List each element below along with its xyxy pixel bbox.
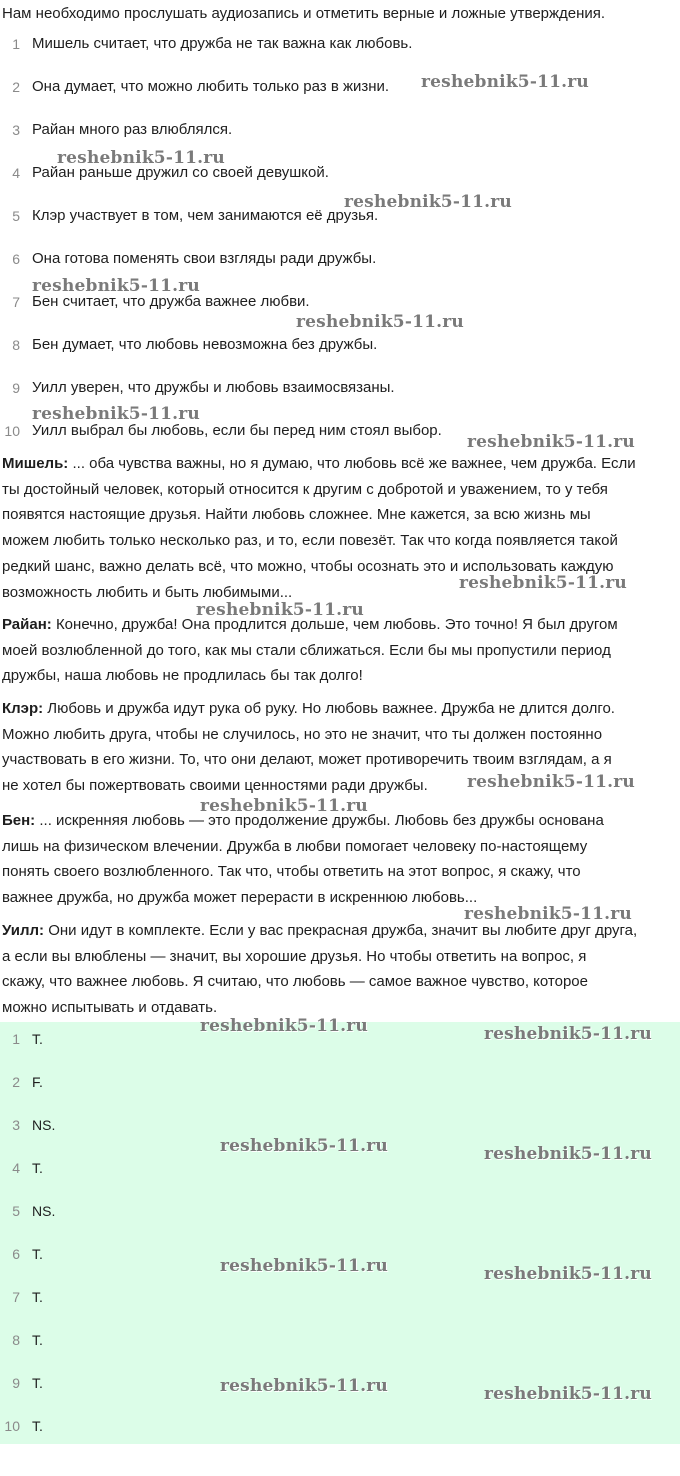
watermark: reshebnik5-11.ru	[220, 1136, 388, 1156]
transcript-line: ты достойный человек, который относится к другим с добротой и уважением, то у тебя	[2, 480, 608, 498]
statement-number: 10	[4, 423, 20, 439]
transcript-line: не хотел бы пожертвовать своими ценностями ради дружбы.	[2, 777, 428, 795]
answer-value: NS.	[32, 1117, 56, 1133]
answer-number: 10	[4, 1418, 20, 1434]
statement-text: Уилл уверен, что дружбы и любовь взаимосвязаны.	[32, 379, 395, 396]
transcript-line	[2, 451, 678, 477]
statement-number: 8	[12, 337, 20, 353]
statement-text: Мишель считает, что дружба не так важна как любовь.	[32, 35, 413, 52]
speaker-name: Уилл:	[2, 922, 45, 939]
answer-number: 4	[12, 1160, 20, 1176]
transcript-line: важнее дружба, но дружба может перерасти в искреннюю любовь...	[2, 889, 478, 907]
transcript-line: участвовать в его жизни. То, что они делают, может противоречить твоим взглядам, а я	[2, 751, 612, 769]
statement-text: Она готова поменять свои взгляды ради дружбы.	[32, 250, 377, 267]
answer-value: T.	[32, 1246, 43, 1262]
transcript-line: дружбы, наша любовь не продлилась бы так долго!	[2, 667, 363, 685]
answer-number: 7	[12, 1289, 20, 1305]
answer-value: NS.	[32, 1203, 56, 1219]
answer-value: T.	[32, 1031, 43, 1047]
answer-number: 6	[12, 1246, 20, 1262]
answer-value: T.	[32, 1289, 43, 1305]
transcript-paragraph-ben	[2, 808, 678, 911]
statement-number: 5	[12, 208, 20, 224]
watermark: reshebnik5-11.ru	[421, 72, 589, 92]
statement-text: Бен думает, что любовь невозможна без дружбы.	[32, 336, 378, 353]
answer-number: 3	[12, 1117, 20, 1133]
transcript-line: редкий шанс, важно делать всё, что можно, чтобы осознать это и использовать каждую	[2, 557, 614, 575]
transcript-line	[2, 696, 678, 722]
watermark: reshebnik5-11.ru	[467, 432, 635, 452]
statement-number: 9	[12, 380, 20, 396]
transcript-line: а если вы влюблены — значит, вы хорошие друзья. Но чтобы ответить на вопрос, я	[2, 947, 587, 965]
statement-number: 7	[12, 294, 20, 310]
transcript-line: моей возлюбленной до того, как мы стали сближаться. Если бы мы пропустили период	[2, 641, 611, 659]
watermark: reshebnik5-11.ru	[484, 1384, 652, 1404]
answer-value: F.	[32, 1074, 43, 1090]
statement-text: Райан раньше дружил со своей девушкой.	[32, 164, 329, 181]
speaker-name: Мишель:	[2, 455, 69, 472]
answer-number: 9	[12, 1375, 20, 1391]
watermark: reshebnik5-11.ru	[57, 148, 225, 168]
transcript-paragraph-ryan	[2, 612, 678, 689]
transcript-line: можно испытывать и отдавать.	[2, 999, 218, 1017]
watermark: reshebnik5-11.ru	[220, 1256, 388, 1276]
answer-value: T.	[32, 1375, 43, 1391]
statement-number: 3	[12, 122, 20, 138]
speaker-name: Клэр:	[2, 700, 44, 717]
transcript-text: Они идут в комплекте. Если у вас прекрасная дружба, значит вы любите друг друга,	[44, 922, 638, 939]
transcript-line: лишь на физическом влечении. Дружба в любви помогает человеку по-настоящему	[2, 837, 588, 855]
watermark: reshebnik5-11.ru	[296, 312, 464, 332]
statement-text: Райан много раз влюблялся.	[32, 121, 233, 138]
transcript-line: можем любить только несколько раз, и то, если повезёт. Так что когда появляется такой	[2, 532, 618, 550]
watermark: reshebnik5-11.ru	[467, 772, 635, 792]
watermark: reshebnik5-11.ru	[459, 573, 627, 593]
transcript-paragraph-will	[2, 918, 678, 1021]
watermark: reshebnik5-11.ru	[196, 600, 364, 620]
answer-number: 2	[12, 1074, 20, 1090]
transcript-line: возможность любить и быть любимыми...	[2, 583, 293, 601]
transcript-text: Любовь и дружба идут рука об руку. Но любовь важнее. Дружба не длится долго.	[43, 700, 615, 717]
watermark: reshebnik5-11.ru	[484, 1144, 652, 1164]
transcript-line: появятся настоящие друзья. Найти любовь сложнее. Мне кажется, за всю жизнь мы	[2, 506, 591, 524]
statement-number: 1	[12, 36, 20, 52]
speaker-name: Райан:	[2, 616, 52, 633]
watermark: reshebnik5-11.ru	[220, 1376, 388, 1396]
speaker-name: Бен:	[2, 812, 36, 829]
watermark: reshebnik5-11.ru	[32, 404, 200, 424]
transcript-line: скажу, что важнее любовь. Я считаю, что любовь — самое важное чувство, которое	[2, 973, 588, 991]
statement-number: 6	[12, 251, 20, 267]
statement-number: 2	[12, 79, 20, 95]
transcript-text: Конечно, дружба! Она продлится дольше, чем любовь. Это точно! Я был другом	[51, 616, 618, 633]
instruction-text: Нам необходимо прослушать аудиозапись и отметить верные и ложные утверждения.	[2, 5, 606, 22]
watermark: reshebnik5-11.ru	[200, 1016, 368, 1036]
transcript-text: ... оба чувства важны, но я думаю, что любовь всё же важнее, чем дружба. Если	[68, 455, 636, 472]
statement-text: Она думает, что можно любить только раз в жизни.	[32, 78, 390, 95]
statement-number: 4	[12, 165, 20, 181]
watermark: reshebnik5-11.ru	[484, 1264, 652, 1284]
statement-text: Клэр участвует в том, чем занимаются её друзья.	[32, 207, 379, 224]
answer-value: T.	[32, 1332, 43, 1348]
statement-text: Уилл выбрал бы любовь, если бы перед ним стоял выбор.	[32, 422, 442, 439]
answer-value: T.	[32, 1160, 43, 1176]
watermark: reshebnik5-11.ru	[484, 1024, 652, 1044]
answer-number: 8	[12, 1332, 20, 1348]
watermark: reshebnik5-11.ru	[464, 904, 632, 924]
answer-number: 5	[12, 1203, 20, 1219]
statement-text: Бен считает, что дружба важнее любви.	[32, 293, 310, 310]
watermark: reshebnik5-11.ru	[32, 276, 200, 296]
transcript-line: понять своего возлюбленного. Так что, чтобы ответить на этот вопрос, я скажу, что	[2, 863, 581, 881]
answer-number: 1	[12, 1031, 20, 1047]
transcript-text: ... искренняя любовь — это продолжение дружбы. Любовь без дружбы основана	[35, 812, 604, 829]
watermark: reshebnik5-11.ru	[344, 192, 512, 212]
transcript-line: Можно любить друга, чтобы не случилось, но это не значит, что ты должен постоянно	[2, 725, 603, 743]
answer-value: T.	[32, 1418, 43, 1434]
watermark: reshebnik5-11.ru	[200, 796, 368, 816]
